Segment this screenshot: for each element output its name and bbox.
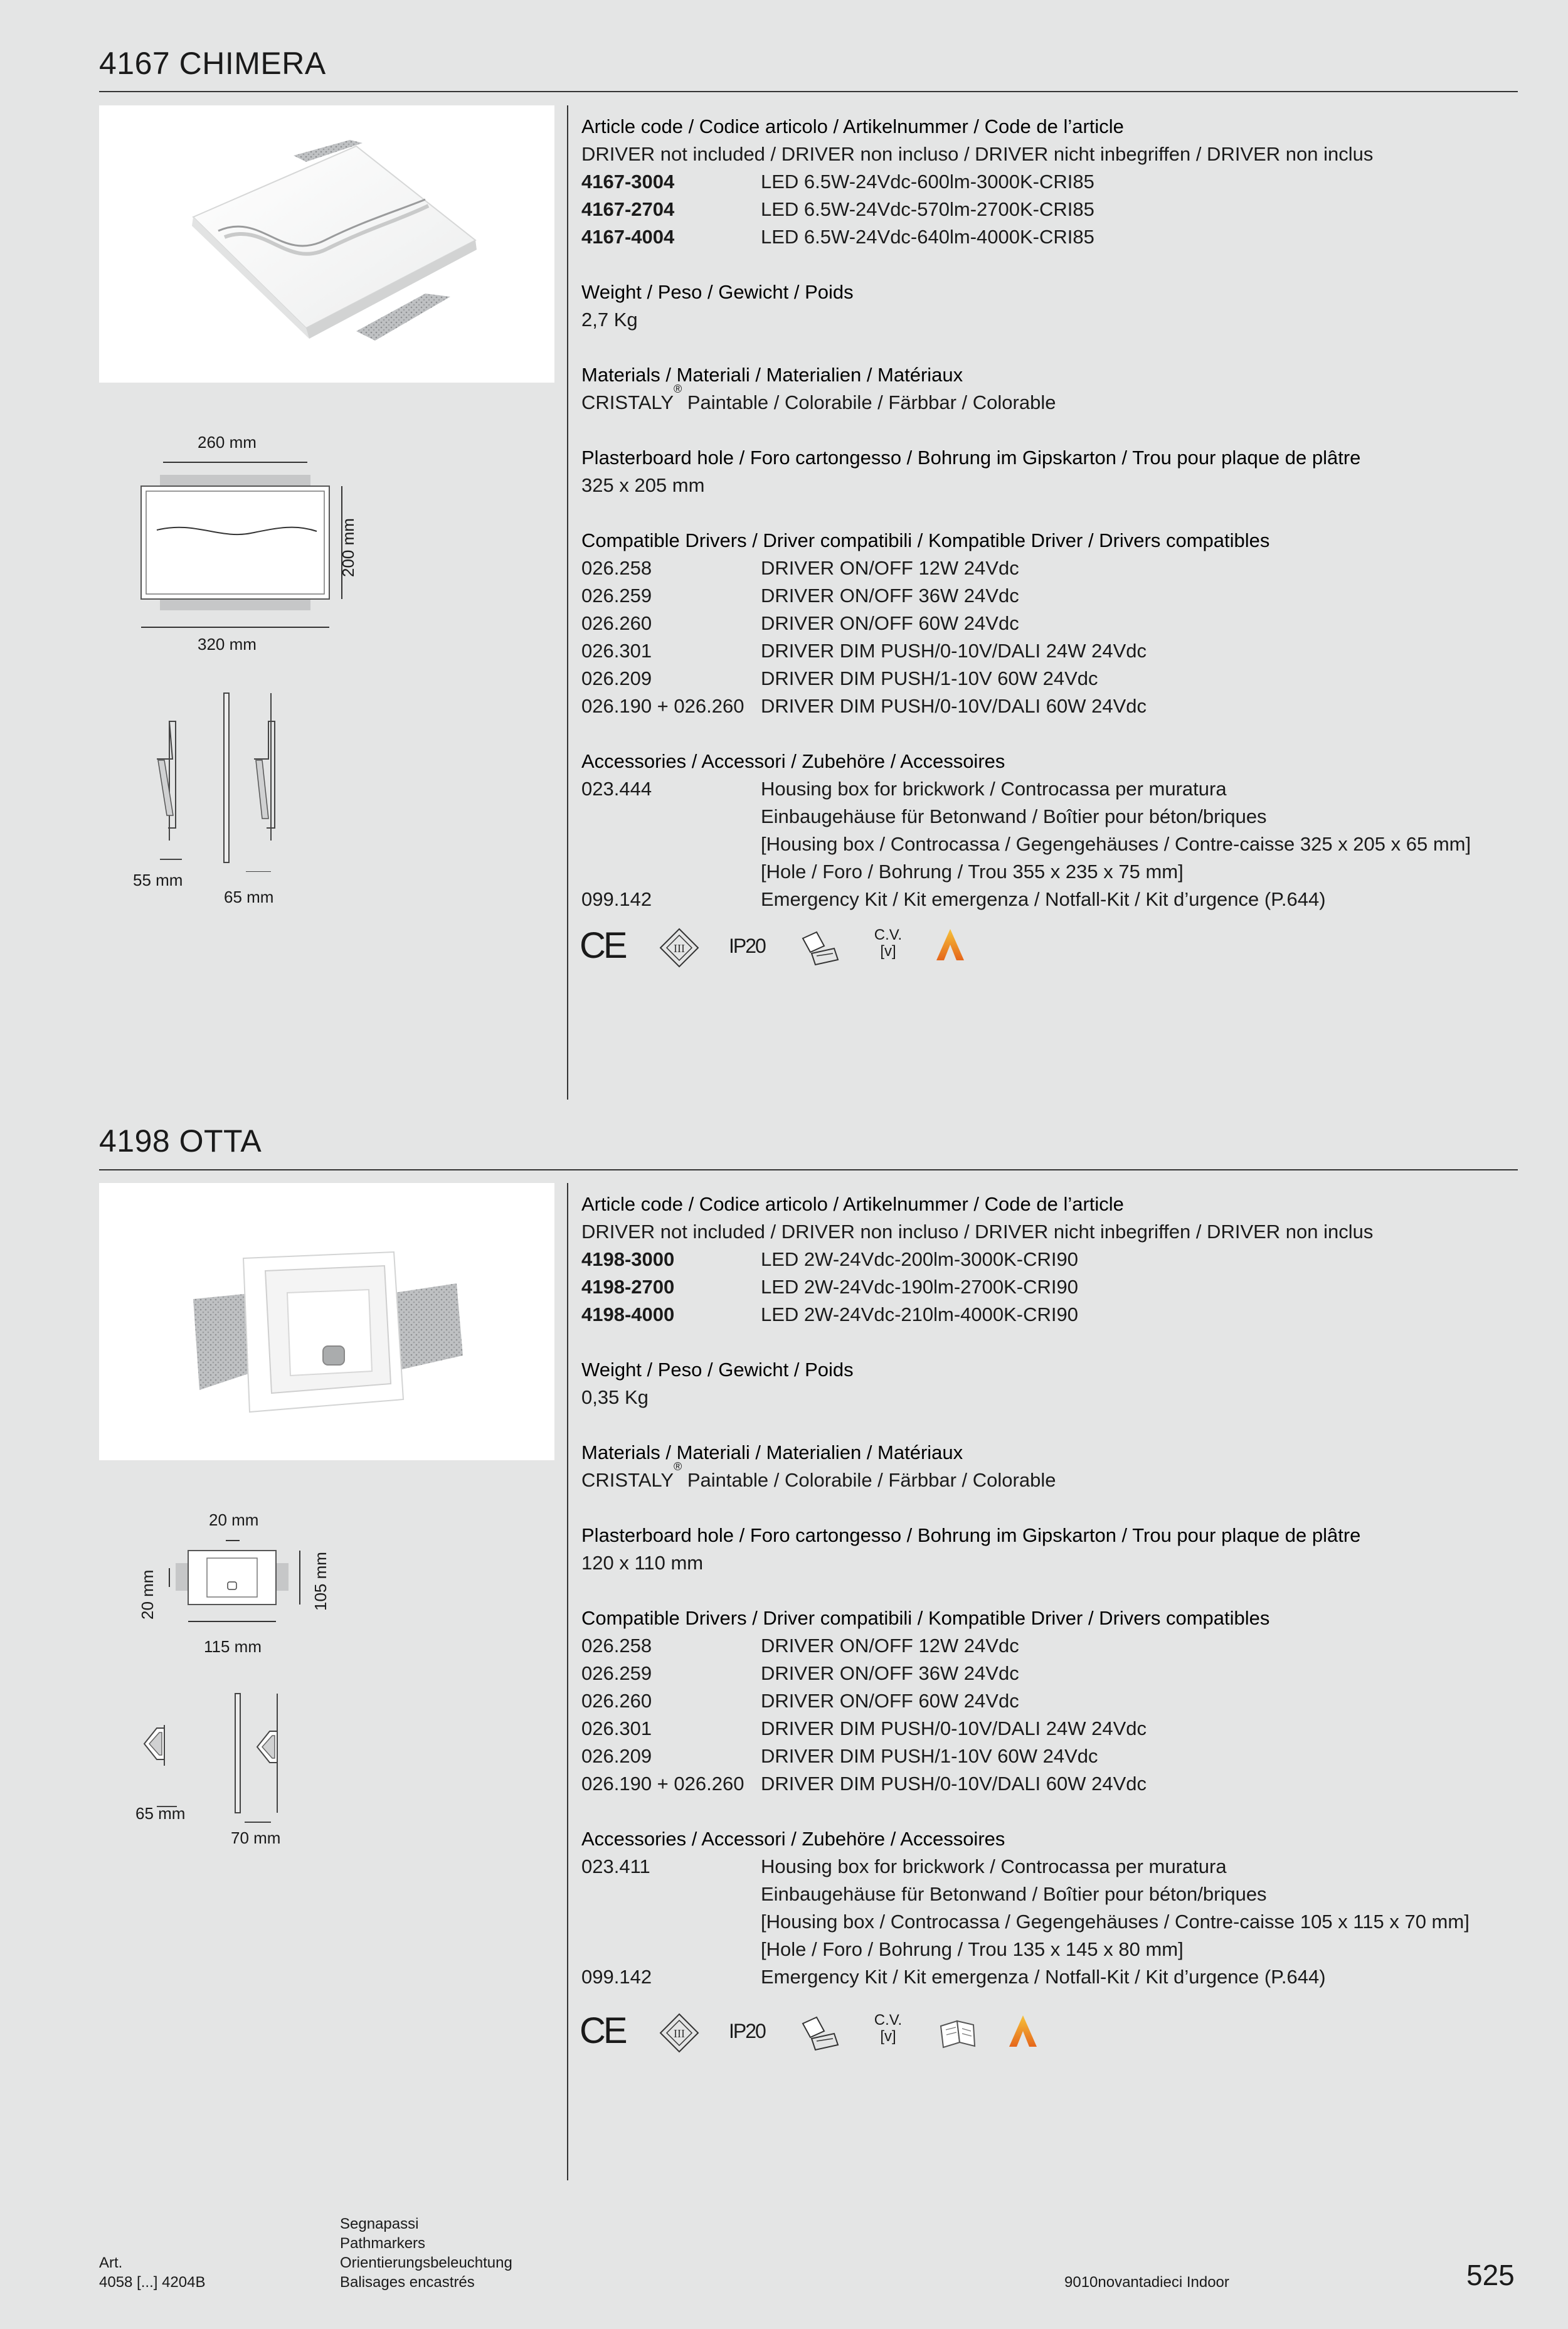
article-code: 4198-4000	[581, 1303, 675, 1325]
driver-code: 026.301	[581, 1717, 652, 1739]
product-title: 4198 OTTA	[99, 1123, 262, 1159]
dim-profile-a-label: 55 mm	[133, 871, 183, 889]
driver-row	[581, 1715, 1510, 1743]
driver-code: 026.258	[581, 1635, 652, 1657]
article-desc: LED 2W-24Vdc-190lm-2700K-CRI90	[761, 1276, 1078, 1298]
accessory-code	[581, 1881, 761, 1908]
accessory-desc: [Housing box / Controcassa / Gegengehäuses / Contre-caisse 325 x 205 x 65 mm]	[761, 833, 1471, 855]
driver-row	[581, 554, 1510, 582]
accessory-code: 099.142	[581, 1966, 652, 1988]
dim-side-label: 105 mm	[311, 1552, 330, 1611]
accessory-row	[581, 1936, 1510, 1963]
article-desc: LED 6.5W-24Vdc-640lm-4000K-CRI85	[761, 226, 1094, 248]
driver-row	[581, 1632, 1510, 1660]
driver-row	[581, 1687, 1510, 1715]
accessory-row	[581, 1963, 1510, 1991]
profile-drawing	[125, 690, 289, 872]
accessory-row	[581, 775, 1510, 803]
footer-category: Orientierungsbeleuchtung	[340, 2254, 512, 2271]
driver-code: 026.259	[581, 1662, 652, 1684]
class-iii-icon	[659, 927, 700, 968]
driver-desc: DRIVER DIM PUSH/0-10V/DALI 24W 24Vdc	[761, 640, 1147, 662]
article-code: 4167-2704	[581, 198, 675, 220]
accessory-row	[581, 1853, 1510, 1881]
driver-code: 026.209	[581, 1745, 652, 1767]
cv-top-text: C.V.	[874, 926, 903, 943]
accessory-row	[581, 1881, 1510, 1908]
ip20-icon: IP20	[729, 935, 765, 957]
driver-desc: DRIVER ON/OFF 12W 24Vdc	[761, 557, 1019, 579]
accessory-code: 023.411	[581, 1855, 650, 1877]
accessory-row	[581, 886, 1510, 913]
driver-row	[581, 665, 1510, 692]
product-photo	[99, 105, 554, 383]
led-flame-icon	[935, 927, 966, 962]
footer-category: Segnapassi	[340, 2215, 419, 2232]
weight-header: Weight / Peso / Gewicht / Poids	[581, 1359, 854, 1381]
article-row	[581, 223, 1510, 251]
article-desc: LED 6.5W-24Vdc-600lm-3000K-CRI85	[761, 171, 1094, 193]
accessories-header: Accessories / Accessori / Zubehöre / Accessoires	[581, 750, 1005, 772]
driver-code: 026.190 + 026.260	[581, 1773, 744, 1795]
accessory-row	[581, 803, 1510, 830]
driver-code: 026.260	[581, 1690, 652, 1712]
product-photo	[99, 1183, 554, 1460]
accessory-desc: Emergency Kit / Kit emergenza / Notfall-Kit / Kit d’urgence (P.644)	[761, 1966, 1326, 1988]
driver-desc: DRIVER DIM PUSH/1-10V 60W 24Vdc	[761, 1745, 1098, 1767]
book-icon	[937, 2016, 978, 2051]
class-iii-text: III	[674, 2027, 685, 2040]
footer-categories	[340, 2214, 512, 2292]
footer-art	[99, 2253, 205, 2292]
accessory-desc: Einbaugehäuse für Betonwand / Boîtier pour béton/briques	[761, 1883, 1267, 1905]
cv-bottom-text: [v]	[880, 2028, 896, 2045]
driver-note: DRIVER not included / DRIVER non incluso / DRIVER nicht inbegriffen / DRIVER non inclus	[581, 143, 1374, 165]
accessory-code	[581, 803, 761, 830]
article-desc: LED 2W-24Vdc-200lm-3000K-CRI90	[761, 1248, 1078, 1270]
title-divider	[99, 91, 1518, 92]
materials-value	[581, 383, 1510, 416]
dim-top-label: 260 mm	[198, 433, 257, 452]
accessories-header: Accessories / Accessori / Zubehöre / Accessoires	[581, 1828, 1005, 1850]
cv-top-text: C.V.	[874, 2012, 903, 2029]
article-desc: LED 6.5W-24Vdc-570lm-2700K-CRI85	[761, 198, 1094, 220]
driver-desc: DRIVER ON/OFF 36W 24Vdc	[761, 585, 1019, 607]
weight-header: Weight / Peso / Gewicht / Poids	[581, 281, 854, 303]
driver-code: 026.209	[581, 667, 652, 689]
driver-row	[581, 1770, 1510, 1798]
accessory-code	[581, 830, 761, 858]
article-header: Article code / Codice articolo / Artikelnummer / Code de l’article	[581, 115, 1124, 137]
article-row	[581, 1246, 1510, 1273]
accessory-code: 099.142	[581, 888, 652, 910]
registered-mark: ®	[674, 383, 682, 395]
driver-desc: DRIVER ON/OFF 60W 24Vdc	[761, 1690, 1019, 1712]
accessory-desc: Einbaugehäuse für Betonwand / Boîtier pour béton/briques	[761, 805, 1267, 827]
hole-header: Plasterboard hole / Foro cartongesso / Bohrung im Gipskarton / Trou pour plaque de plâtre	[581, 1524, 1361, 1546]
materials-text: Paintable / Colorabile / Färbbar / Colorable	[682, 1469, 1056, 1491]
hole-value: 120 x 110 mm	[581, 1552, 704, 1574]
driver-code: 026.260	[581, 612, 652, 634]
driver-desc: DRIVER ON/OFF 60W 24Vdc	[761, 612, 1019, 634]
ce-mark-icon: CE	[580, 2010, 625, 2051]
cv-icon	[871, 2012, 906, 2045]
accessory-row	[581, 1908, 1510, 1936]
article-code: 4198-2700	[581, 1276, 675, 1298]
driver-row	[581, 1743, 1510, 1770]
driver-code: 026.258	[581, 557, 652, 579]
driver-desc: DRIVER DIM PUSH/1-10V 60W 24Vdc	[761, 667, 1098, 689]
accessory-desc: Housing box for brickwork / Controcassa per muratura	[761, 778, 1227, 800]
dim-bottom-label: 115 mm	[204, 1637, 262, 1656]
footer-art-label: Art.	[99, 2254, 123, 2271]
driver-row	[581, 1660, 1510, 1687]
dim-profile-b-label: 65 mm	[224, 888, 274, 906]
article-row	[581, 196, 1510, 223]
article-code: 4167-3004	[581, 171, 675, 193]
driver-desc: DRIVER DIM PUSH/0-10V/DALI 60W 24Vdc	[761, 695, 1147, 717]
dim-left-label: 20 mm	[138, 1569, 157, 1620]
class-iii-text: III	[674, 942, 685, 955]
article-desc: LED 2W-24Vdc-210lm-4000K-CRI90	[761, 1303, 1078, 1325]
accessory-row	[581, 830, 1510, 858]
cv-icon	[871, 927, 906, 960]
drivers-header: Compatible Drivers / Driver compatibili / Kompatible Driver / Drivers compatibles	[581, 529, 1270, 551]
insulation-cover-icon	[798, 2012, 842, 2054]
driver-row	[581, 637, 1510, 665]
page-number: 525	[1466, 2259, 1515, 2291]
article-code: 4167-4004	[581, 226, 675, 248]
driver-code: 026.301	[581, 640, 652, 662]
article-header: Article code / Codice articolo / Artikelnummer / Code de l’article	[581, 1193, 1124, 1215]
drivers-header: Compatible Drivers / Driver compatibili / Kompatible Driver / Drivers compatibles	[581, 1607, 1270, 1629]
accessory-desc: [Housing box / Controcassa / Gegengehäuses / Contre-caisse 105 x 115 x 70 mm]	[761, 1911, 1470, 1933]
hole-value: 325 x 205 mm	[581, 474, 705, 496]
spec-block	[581, 113, 1510, 913]
product-title: 4167 CHIMERA	[99, 46, 326, 81]
led-flame-icon	[1007, 2013, 1039, 2049]
title-divider	[99, 1169, 1518, 1170]
materials-value	[581, 1460, 1510, 1494]
accessory-row	[581, 858, 1510, 886]
driver-code: 026.259	[581, 585, 652, 607]
ce-mark-icon: CE	[580, 925, 625, 966]
column-divider	[567, 105, 568, 1100]
accessory-desc: [Hole / Foro / Bohrung / Trou 355 x 235 x 75 mm]	[761, 861, 1184, 883]
accessory-desc: Emergency Kit / Kit emergenza / Notfall-Kit / Kit d’urgence (P.644)	[761, 888, 1326, 910]
registered-mark: ®	[674, 1460, 682, 1473]
accessory-code	[581, 1908, 761, 1936]
footer-category: Balisages encastrés	[340, 2274, 475, 2291]
driver-desc: DRIVER ON/OFF 36W 24Vdc	[761, 1662, 1019, 1684]
dim-profile-a-label: 65 mm	[135, 1804, 186, 1823]
driver-desc: DRIVER ON/OFF 12W 24Vdc	[761, 1635, 1019, 1657]
weight-value: 0,35 Kg	[581, 1386, 649, 1408]
materials-text: Paintable / Colorabile / Färbbar / Colorable	[682, 391, 1056, 413]
weight-value: 2,7 Kg	[581, 309, 638, 331]
insulation-cover-icon	[798, 927, 842, 968]
article-row	[581, 1273, 1510, 1301]
materials-header: Materials / Materiali / Materialien / Matériaux	[581, 364, 963, 386]
footer-art-range: 4058 [...] 4204B	[99, 2274, 206, 2291]
materials-brand: CRISTALY	[581, 1469, 674, 1491]
dim-profile-b-label: 70 mm	[231, 1828, 281, 1847]
accessory-code	[581, 1936, 761, 1963]
driver-code: 026.190 + 026.260	[581, 695, 744, 717]
front-dimension-drawing	[157, 1531, 326, 1637]
accessory-desc: [Hole / Foro / Bohrung / Trou 135 x 145 x 80 mm]	[761, 1938, 1184, 1960]
dim-side-label: 200 mm	[339, 518, 358, 577]
driver-row	[581, 692, 1510, 720]
class-iii-icon	[659, 2012, 700, 2054]
materials-header: Materials / Materiali / Materialien / Matériaux	[581, 1441, 963, 1463]
driver-row	[581, 610, 1510, 637]
dim-top-label: 20 mm	[209, 1510, 259, 1529]
cv-bottom-text: [v]	[880, 943, 896, 960]
footer-category: Pathmarkers	[340, 2235, 426, 2252]
accessory-code: 023.444	[581, 778, 652, 800]
driver-desc: DRIVER DIM PUSH/0-10V/DALI 60W 24Vdc	[761, 1773, 1147, 1795]
driver-row	[581, 582, 1510, 610]
ip20-icon: IP20	[729, 2020, 765, 2042]
spec-block	[581, 1191, 1510, 1991]
column-divider	[567, 1183, 568, 2180]
accessory-code	[581, 858, 761, 886]
accessory-desc: Housing box for brickwork / Controcassa per muratura	[761, 1855, 1227, 1877]
article-row	[581, 168, 1510, 196]
driver-desc: DRIVER DIM PUSH/0-10V/DALI 24W 24Vdc	[761, 1717, 1147, 1739]
footer-brand: 9010novantadieci Indoor	[1064, 2274, 1229, 2291]
article-row	[581, 1301, 1510, 1329]
materials-brand: CRISTALY	[581, 391, 674, 413]
article-code: 4198-3000	[581, 1248, 675, 1270]
driver-note: DRIVER not included / DRIVER non incluso / DRIVER nicht inbegriffen / DRIVER non inclus	[581, 1221, 1374, 1243]
dim-bottom-label: 320 mm	[198, 635, 257, 654]
hole-header: Plasterboard hole / Foro cartongesso / Bohrung im Gipskarton / Trou pour plaque de plâtre	[581, 447, 1361, 469]
